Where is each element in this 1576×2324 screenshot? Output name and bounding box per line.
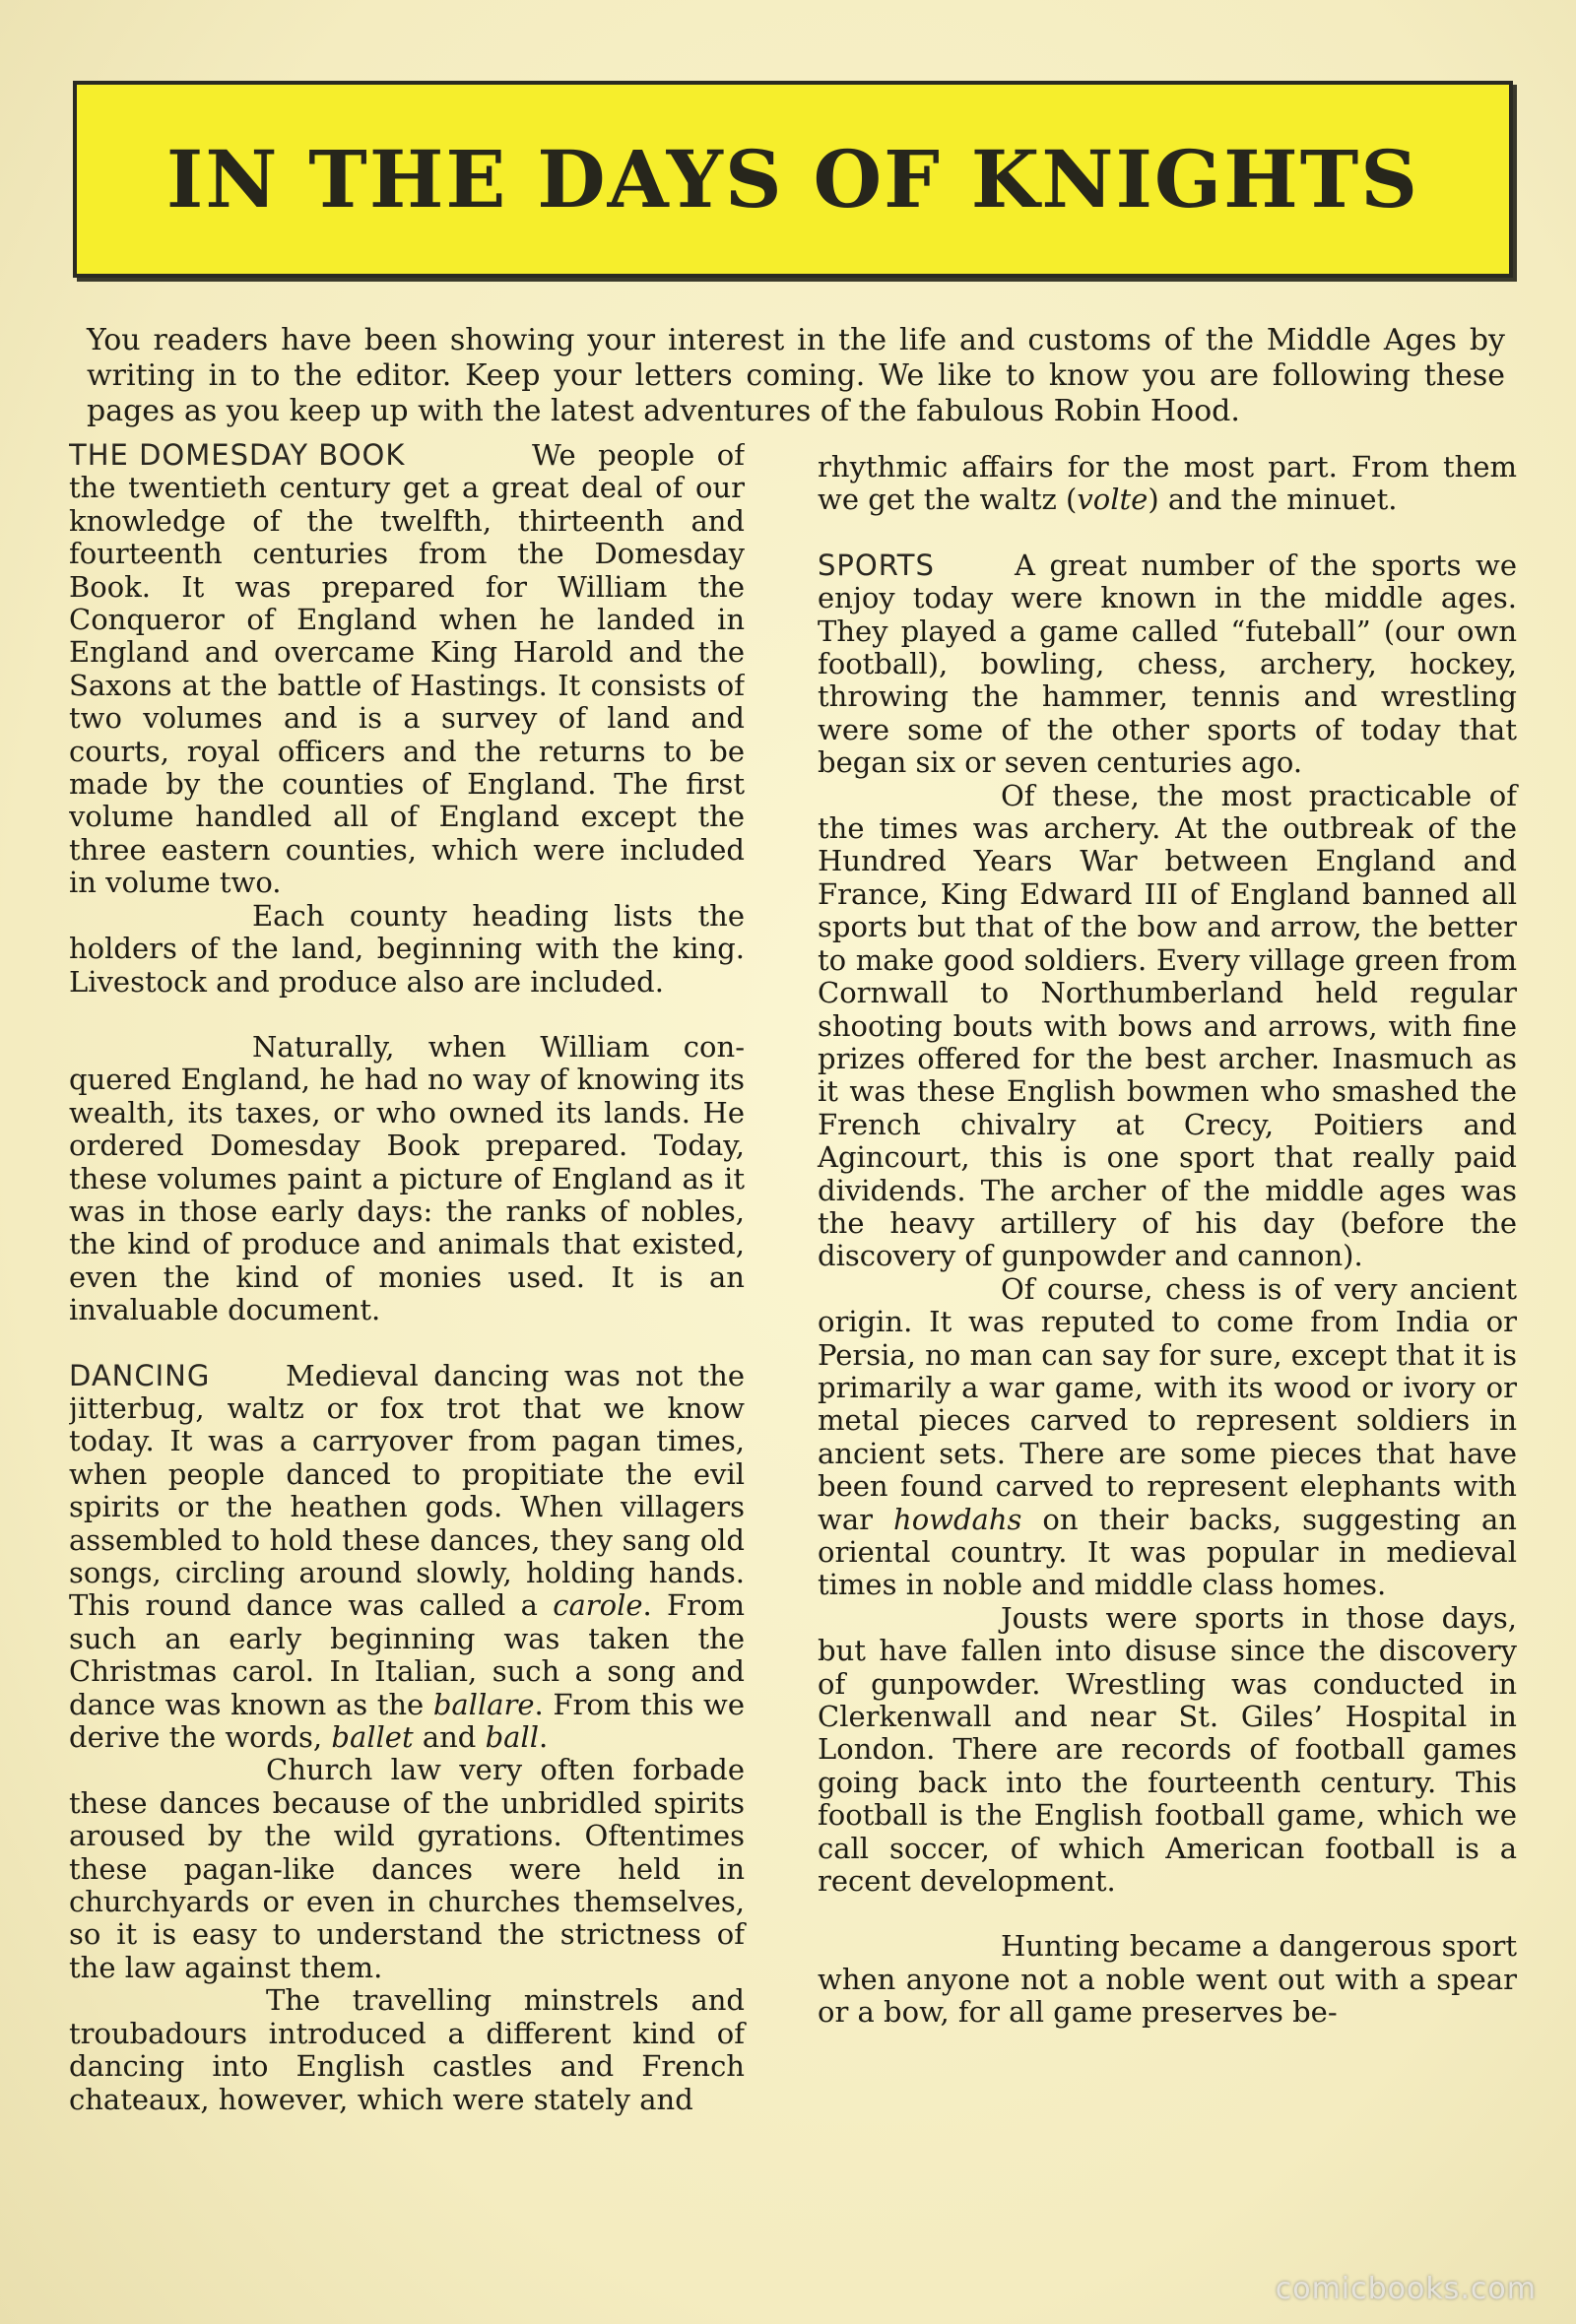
intro-paragraph: You readers have been showing your interest in the life and customs of the Middle Ages by writing in to the editor. Keep your letters coming. We like to know you are following these pages as you keep up with the latest adventures of the fabulous Robin Hood. (87, 323, 1505, 428)
sports-paragraph-4: Jousts were sports in those days, but have fallen into disuse since the discovery of gunpowder. Wrestling was conducted in Clerkenwall and near St. Giles’ Hospital in London. There are records of football games going back into the fourteenth century. This football is the English football game, which we call soccer, of which American football is a recent development. (818, 1600, 1517, 1899)
right-column (818, 451, 1517, 2030)
site-watermark: comicbooks.com (1275, 2272, 1537, 2306)
page-title: IN THE DAYS OF KNIGHTS (165, 133, 1420, 226)
dancing-section (69, 1360, 745, 1755)
dancing-heading: DANCING (69, 1359, 211, 1392)
dancing-paragraph-2: Church law very often forbade these dances because of the unbridled spirits aroused by the wild gyrations. Oftentimes these pagan-like dances were held in churchyards or even in churches themselves, so it is easy to understand the strictness of the law against them. (69, 1753, 745, 1984)
domesday-section (69, 439, 745, 900)
domesday-heading: THE DOMESDAY BOOK (69, 439, 406, 472)
dancing-continued: rhythmic affairs for the most part. From them we get the waltz (volte) and the minuet. (818, 450, 1517, 517)
domesday-paragraph-2: Each county heading lists the holders of the land, beginning with the king. Livestock and produce also are included. (69, 898, 745, 999)
sports-section (818, 549, 1517, 780)
domesday-paragraph-3: Naturally, when William conquered England, he had no way of knowing its wealth, its taxes, or who owned its lands. He ordered Domesday Book prepared. Today, these volumes paint a picture of England as it was in those early days: the ranks of nobles, the kind of produce and animals that existed, even the kind of monies used. It is an invaluable document. (69, 1029, 745, 1327)
dancing-paragraph-3: The travelling minstrels and troubadours introduced a different kind of dancing into English castles and French chateaux, however, which were stately and (69, 1983, 745, 2116)
sports-paragraph-5: Hunting became a dangerous sport when anyone not a noble went out with a spear or a bow, for all game preserves be- (818, 1929, 1517, 2030)
sports-heading: SPORTS (818, 549, 935, 582)
dancing-paragraph-1: DANCING Medieval dancing was not the jitterbug, waltz or fox trot that we know today. It was a carryover from pagan times, when people danced to propitiate the evil spirits or the heathen gods. When villagers assembled to hold these dances, they sang old songs, circling around slowly, holding hands. This round dance was called a carole. From such an early beginning was taken the Christmas carol. In Italian, such a song and dance was known as the ballare. From this we derive the words, ballet and ball. (69, 1359, 745, 1755)
sports-paragraph-2: Of these, the most practicable of the times was archery. At the outbreak of the Hundred Years War between England and France, King Edward III of England banned all sports but that of the bow and arrow, the better to make good soldiers. Every village green from Cornwall to Northumberland held regular shooting bouts with bows and arrows, with fine prizes offered for the best archer. Inasmuch as it was these English bowmen who smashed the French chivalry at Crecy, Poitiers and Agincourt, this is one sport that really paid dividends. The archer of the middle ages was the heavy artillery of his day (before the discovery of gunpowder and cannon). (818, 778, 1517, 1273)
sports-paragraph-1: SPORTS A great number of the sports we enjoy today were known in the middle ages. They played a game called “futeball” (our own football), bowling, chess, archery, hockey, throwing the hammer, tennis and wrestling were some of the other sports of today that began six or seven centuries ago. (818, 549, 1517, 780)
sports-paragraph-3: Of course, chess is of very ancient origin. It was reputed to come from India or Persia, no man can say for sure, except that it is primarily a war game, with its wood or ivory or metal pieces carved to represent soldiers in ancient sets. There are some pieces that have been found carved to represent elephants with war howdahs on their backs, suggesting an oriental country. It was popular in medieval times in noble and middle class homes. (818, 1271, 1517, 1602)
left-column (69, 439, 745, 2116)
title-banner (73, 81, 1513, 278)
domesday-paragraph-1: THE DOMESDAY BOOK We people of the twentieth century get a great deal of our knowledge of the twelfth, thirteenth and fourteenth centuries from the Domesday Book. It was prepared for William the Conqueror of England when he landed in England and overcame King Harold and the Saxons at the battle of Hastings. It consists of two volumes and is a survey of land and courts, royal officers and the returns to be made by the counties of England. The first volume handled all of England except the three eastern counties, which were included in volume two. (69, 439, 745, 900)
